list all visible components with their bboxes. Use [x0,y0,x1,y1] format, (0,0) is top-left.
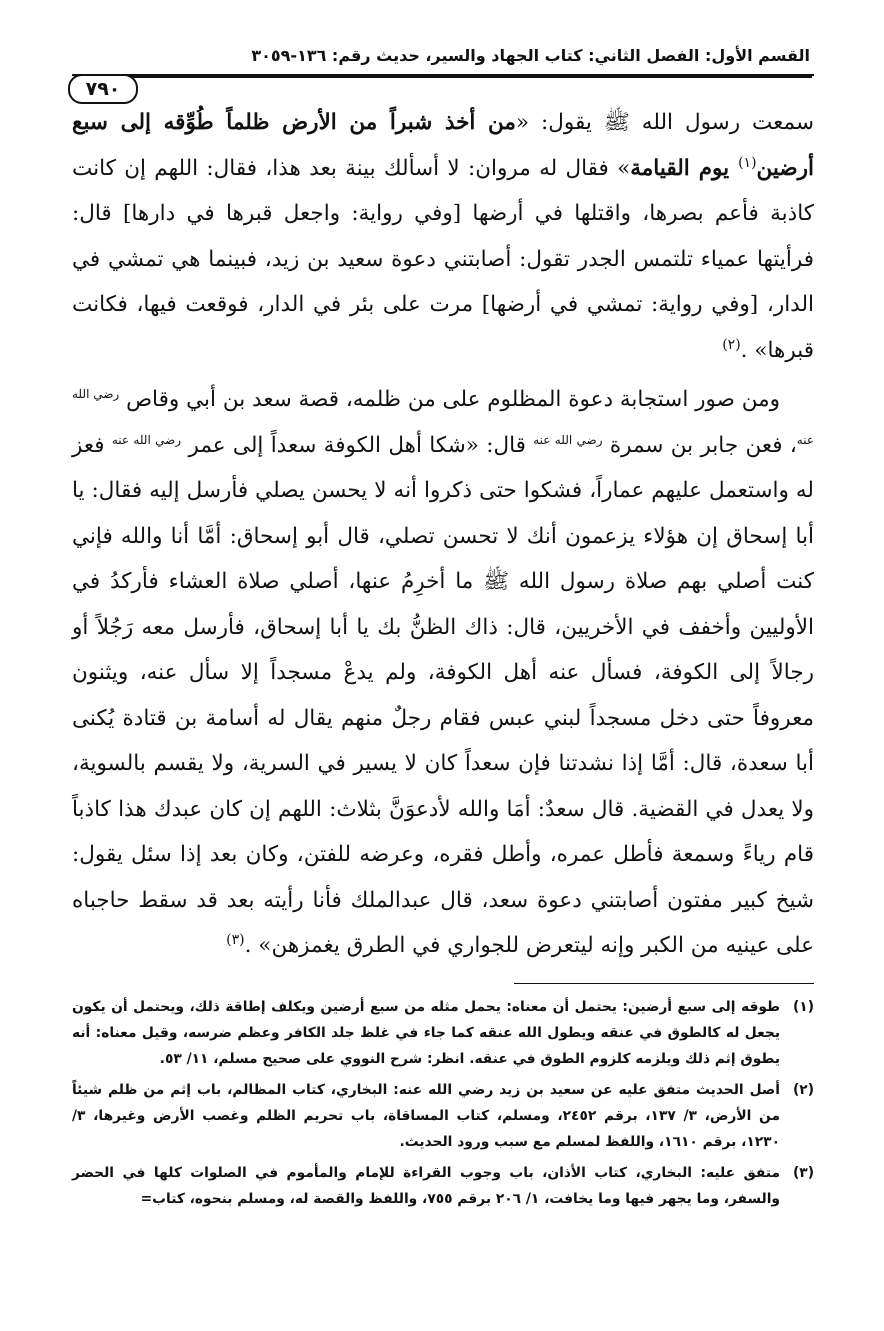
page-header [72,40,814,100]
hadith-text: يوم القيامة [630,155,739,181]
footnote-marker: (٢) [792,1081,814,1098]
footnote-reference: (٢) [722,336,741,353]
running-title: القسم الأول: الفصل الثاني: كتاب الجهاد والسير، حديث رقم: ١٣٦-٣٠٥٩ [251,46,810,65]
paragraph [72,100,814,373]
footnote-reference: (١) [738,154,757,171]
footnotes [72,994,814,1212]
body-text-segment: ، فعن جابر بن سمرة [602,432,797,458]
paragraph [72,377,814,969]
footnote [72,994,814,1072]
hadith-text: من أخذ شبراً من الأرض ظلماً طُوِّقه إلى سبع أرضين [72,110,814,181]
body-text-segment: ومن صور استجابة دعوة المظلوم على من ظلمه، قصة سعد بن أبي وقاص [119,387,780,412]
footnote-text: طوقه إلى سبع أرضين: يحتمل أن معناه: يحمل مثله من سبع أرضين ويكلف إطاقة ذلك، ويحتمل أن يكون يجعل له كالطوق في عنقه ويطول الله عنقه كما جاء في غلظ جلد الكافر وعظم ضرسه، وقيل معناه: أنه يطوق إثم ذلك ويلزمه كلزوم الطوق في عنقه. انظر: شرح النووي على صحيح مسلم، ١١/ ٥٣. [72,998,780,1067]
footnote-marker: (٣) [792,1164,814,1181]
body-text-segment: » فقال له مروان: لا أسألك بينة بعد هذا، فقال: اللهم إن كانت كاذبة فأعم بصرها، واقتلها في أرضها [وفي رواية: واجعل قبرها في دارها] قال: فرأيتها عمياء تلتمس الجدر تقول: أصابتني دعوة سعيد بن زيد، فبينما هي تمشي في الدار، [وفي رواية: تمشي في أرضها] مرت على بئر في الدار، فوقعت فيها، فكانت قبرها» . [72,155,814,363]
main-text [72,100,814,969]
footnote [72,1077,814,1155]
footnote-text: أصل الحديث متفق عليه عن سعيد بن زيد رضي الله عنه: البخاري، كتاب المظالم، باب إثم من ظلم شيئاً من الأرض، ٣/ ١٣٧، برقم ٢٤٥٢، ومسلم، كتاب المساقاة، باب تحريم الظلم وغصب الأرض وغيرها، ٣/ ١٢٣٠، برقم ١٦١٠، واللفظ لمسلم مع سبب ورود الحديث. [72,1081,781,1150]
body-text-segment: قال: «شكا أهل الكوفة سعداً إلى عمر [181,432,534,458]
body-text-segment: فعز له واستعمل عليهم عماراً، فشكوا حتى ذكروا أنه لا يحسن يصلي فأرسل إليه فقال: يا أبا إسحاق إن هؤلاء يزعمون أنك لا تحسن تصلي، قال أبو إسحاق: أمَّا أنا والله فإني كنت أصلي بهم صلاة رسول الله ﷺ ما أخرِمُ عنها، أصلي صلاة العشاء فأركدُ في الأوليين وأخفف في الأخريين، قال: ذاك الظنُّ بك يا أبا إسحاق، فأرسل معه رَجُلاً أو رجالاً إلى الكوفة، فسأل عنه أهل الكوفة، ولم يدعْ مسجداً إلا سأل عنه، ويثنون معروفاً حتى دخل مسجداً لبني عبس فقام رجلٌ منهم يقال له أسامة بن قتادة يُكنى أبا سعدة، قال: أمَّا إذا نشدتنا فإن سعداً كان لا يسير في السرية، ولا يقسم بالسوية، ولا يعدل في القضية. قال سعدٌ: أمَا والله لأدعوَنَّ بثلاث: اللهم إن كان عبدك هذا كاذباً قام رياءً وسمعة فأطل عمره، وأطل فقره، وعرضه للفتن، وكان بعد إذا سئل يقول: شيخ كبير مفتون أصابتني دعوة سعد، قال عبدالملك فأنا رأيته بعد قد سقط حاجباه على عينيه من الكبر وإنه ليتعرض للجواري في الطرق يغمزهن» . [72,432,814,958]
honorific-glyph: رضي الله عنه [111,432,182,447]
footnote [72,1160,814,1212]
honorific-glyph: رضي الله عنه [72,386,814,447]
footnote-marker: (١) [792,998,814,1015]
footnote-divider [514,983,814,984]
honorific-glyph: رضي الله عنه [533,432,603,447]
footnote-text: متفق عليه: البخاري، كتاب الأذان، باب وجوب القراءة للإمام والمأموم في الصلوات كلها في الحضر والسفر، وما يجهر فيها وما يخافت، ١/ ٢٠٦ برقم ٧٥٥، واللفظ والقصة له، ومسلم بنحوه، كتاب= [72,1164,780,1207]
body-text-segment: سمعت رسول الله ﷺ يقول: « [515,110,814,135]
footnote-reference: (٣) [226,931,245,948]
page-number: ٧٩٠ [68,74,138,104]
